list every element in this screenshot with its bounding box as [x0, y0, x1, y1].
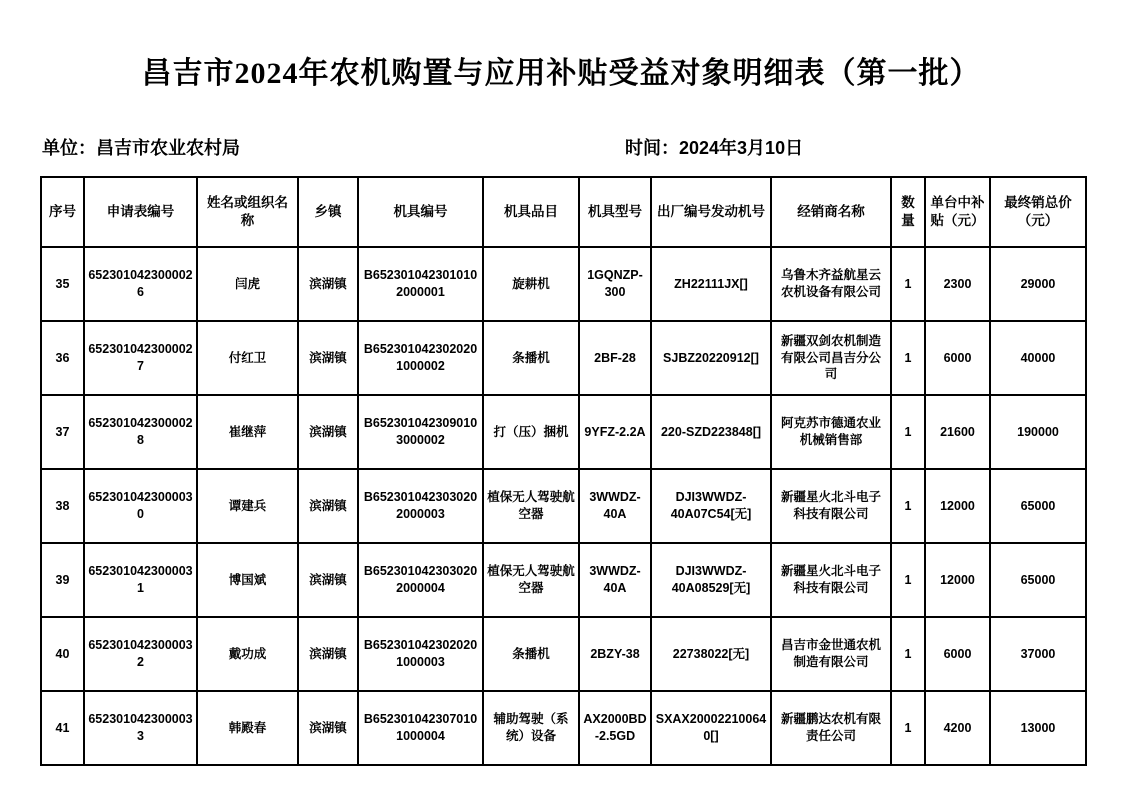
- table-row: [41, 617, 1086, 691]
- cell-machine-category: 打（压）捆机: [483, 395, 579, 469]
- header-cell-name: 姓名或组织名称: [197, 177, 298, 247]
- cell-factory-engine-no: ZH22111JX[]: [651, 247, 771, 321]
- cell-name: 韩殿春: [197, 691, 298, 765]
- cell-app-no: 6523010423000028: [84, 395, 197, 469]
- cell-machine-model: 3WWDZ-40A: [579, 543, 651, 617]
- cell-machine-model: 3WWDZ-40A: [579, 469, 651, 543]
- header-cell-quantity: 数量: [891, 177, 925, 247]
- table-row: [41, 469, 1086, 543]
- cell-seq: 38: [41, 469, 84, 543]
- cell-name: 戴功成: [197, 617, 298, 691]
- cell-factory-engine-no: DJI3WWDZ-40A08529[无]: [651, 543, 771, 617]
- cell-machine-category: 条播机: [483, 321, 579, 395]
- cell-dealer: 新疆星火北斗电子科技有限公司: [771, 469, 891, 543]
- cell-quantity: 1: [891, 469, 925, 543]
- cell-name: 付红卫: [197, 321, 298, 395]
- cell-seq: 39: [41, 543, 84, 617]
- cell-town: 滨湖镇: [298, 395, 358, 469]
- date-label: 时间：2024年3月10日: [625, 138, 804, 158]
- table-row: [41, 691, 1086, 765]
- header-cell-seq: 序号: [41, 177, 84, 247]
- header-cell-factory-engine-no: 出厂编号发动机号: [651, 177, 771, 247]
- cell-machine-category: 植保无人驾驶航空器: [483, 469, 579, 543]
- header-cell-machine-no: 机具编号: [358, 177, 483, 247]
- cell-final-total-price: 37000: [990, 617, 1086, 691]
- cell-dealer: 新疆双剑农机制造有限公司昌吉分公司: [771, 321, 891, 395]
- header-cell-machine-model: 机具型号: [579, 177, 651, 247]
- cell-app-no: 6523010423000026: [84, 247, 197, 321]
- cell-machine-no: B6523010423010102000001: [358, 247, 483, 321]
- cell-dealer: 阿克苏市德通农业机械销售部: [771, 395, 891, 469]
- cell-machine-category: 旋耕机: [483, 247, 579, 321]
- cell-machine-no: B6523010423030202000003: [358, 469, 483, 543]
- header-cell-machine-category: 机具品目: [483, 177, 579, 247]
- cell-unit-subsidy: 12000: [925, 469, 990, 543]
- cell-final-total-price: 190000: [990, 395, 1086, 469]
- cell-factory-engine-no: 220-SZD223848[]: [651, 395, 771, 469]
- cell-town: 滨湖镇: [298, 469, 358, 543]
- cell-dealer: 乌鲁木齐益航星云农机设备有限公司: [771, 247, 891, 321]
- header-row: [41, 177, 1086, 247]
- cell-app-no: 6523010423000032: [84, 617, 197, 691]
- header-cell-dealer: 经销商名称: [771, 177, 891, 247]
- page-title: 昌吉市2024年农机购置与应用补贴受益对象明细表（第一批）: [141, 57, 981, 90]
- cell-seq: 35: [41, 247, 84, 321]
- cell-seq: 41: [41, 691, 84, 765]
- cell-dealer: 新疆鹏达农机有限责任公司: [771, 691, 891, 765]
- cell-quantity: 1: [891, 395, 925, 469]
- cell-name: 崔继萍: [197, 395, 298, 469]
- table-row: [41, 395, 1086, 469]
- cell-dealer: 昌吉市金世通农机制造有限公司: [771, 617, 891, 691]
- cell-seq: 36: [41, 321, 84, 395]
- header-cell-unit-subsidy: 单台中补贴（元）: [925, 177, 990, 247]
- cell-app-no: 6523010423000031: [84, 543, 197, 617]
- table-body: [41, 247, 1086, 765]
- cell-machine-category: 条播机: [483, 617, 579, 691]
- cell-final-total-price: 40000: [990, 321, 1086, 395]
- unit-label: 单位：昌吉市农业农村局: [42, 138, 240, 158]
- cell-machine-no: B6523010423030202000004: [358, 543, 483, 617]
- cell-unit-subsidy: 6000: [925, 321, 990, 395]
- cell-town: 滨湖镇: [298, 617, 358, 691]
- cell-machine-no: B6523010423070101000004: [358, 691, 483, 765]
- cell-factory-engine-no: DJI3WWDZ-40A07C54[无]: [651, 469, 771, 543]
- subsidy-table: [40, 176, 1087, 766]
- cell-machine-no: B6523010423090103000002: [358, 395, 483, 469]
- table-header: [41, 177, 1086, 247]
- cell-factory-engine-no: SJBZ20220912[]: [651, 321, 771, 395]
- table-row: [41, 247, 1086, 321]
- cell-machine-model: 9YFZ-2.2A: [579, 395, 651, 469]
- cell-quantity: 1: [891, 543, 925, 617]
- header-cell-final-total-price: 最终销总价（元）: [990, 177, 1086, 247]
- cell-machine-model: 2BZY-38: [579, 617, 651, 691]
- cell-app-no: 6523010423000030: [84, 469, 197, 543]
- table-row: [41, 543, 1086, 617]
- cell-factory-engine-no: SXAX200022100640[]: [651, 691, 771, 765]
- table-row: [41, 321, 1086, 395]
- cell-town: 滨湖镇: [298, 691, 358, 765]
- cell-machine-no: B6523010423020201000003: [358, 617, 483, 691]
- cell-seq: 37: [41, 395, 84, 469]
- cell-machine-model: AX2000BD-2.5GD: [579, 691, 651, 765]
- cell-unit-subsidy: 6000: [925, 617, 990, 691]
- cell-machine-category: 辅助驾驶（系统）设备: [483, 691, 579, 765]
- cell-dealer: 新疆星火北斗电子科技有限公司: [771, 543, 891, 617]
- cell-final-total-price: 13000: [990, 691, 1086, 765]
- cell-quantity: 1: [891, 247, 925, 321]
- cell-name: 闫虎: [197, 247, 298, 321]
- header-cell-app-no: 申请表编号: [84, 177, 197, 247]
- cell-final-total-price: 65000: [990, 469, 1086, 543]
- cell-machine-model: 1GQNZP-300: [579, 247, 651, 321]
- meta-row: [0, 134, 1122, 160]
- cell-quantity: 1: [891, 321, 925, 395]
- cell-town: 滨湖镇: [298, 321, 358, 395]
- cell-town: 滨湖镇: [298, 247, 358, 321]
- cell-quantity: 1: [891, 617, 925, 691]
- cell-name: 博国斌: [197, 543, 298, 617]
- cell-unit-subsidy: 4200: [925, 691, 990, 765]
- cell-quantity: 1: [891, 691, 925, 765]
- cell-seq: 40: [41, 617, 84, 691]
- document-page: [0, 48, 1122, 793]
- cell-factory-engine-no: 22738022[无]: [651, 617, 771, 691]
- cell-app-no: 6523010423000033: [84, 691, 197, 765]
- cell-name: 谭建兵: [197, 469, 298, 543]
- cell-unit-subsidy: 21600: [925, 395, 990, 469]
- cell-machine-category: 植保无人驾驶航空器: [483, 543, 579, 617]
- header-cell-town: 乡镇: [298, 177, 358, 247]
- cell-final-total-price: 29000: [990, 247, 1086, 321]
- cell-app-no: 6523010423000027: [84, 321, 197, 395]
- cell-unit-subsidy: 2300: [925, 247, 990, 321]
- cell-town: 滨湖镇: [298, 543, 358, 617]
- cell-machine-model: 2BF-28: [579, 321, 651, 395]
- cell-final-total-price: 65000: [990, 543, 1086, 617]
- cell-machine-no: B6523010423020201000002: [358, 321, 483, 395]
- cell-unit-subsidy: 12000: [925, 543, 990, 617]
